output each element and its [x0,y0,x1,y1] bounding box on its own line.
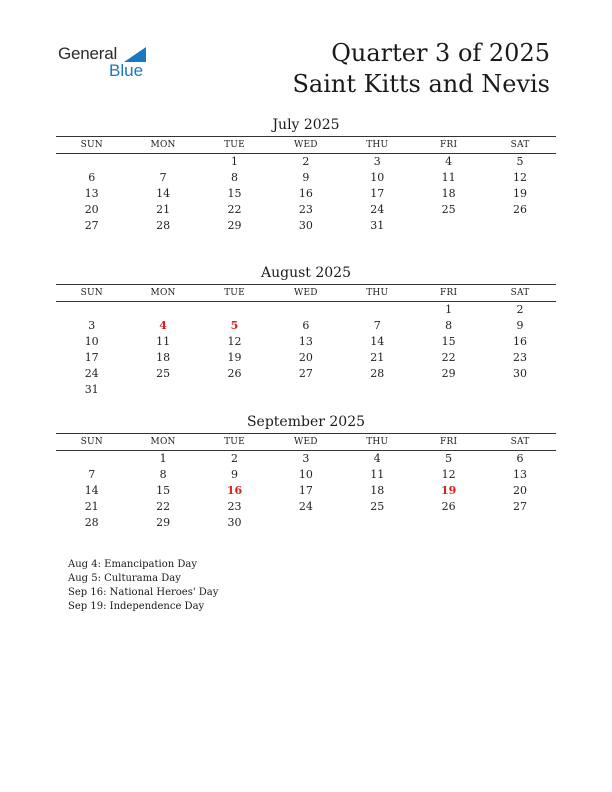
day-cell: 15 [227,187,242,200]
day-cell: 3 [302,452,310,465]
day-cell: 13 [84,187,99,200]
day-cell: 18 [156,351,171,364]
day-cell: 6 [302,319,310,332]
day-cell: 19 [227,351,242,364]
day-cell: 29 [227,219,242,232]
day-cell: 3 [88,319,96,332]
holiday-day-cell: 5 [230,319,239,332]
day-cell: 28 [370,367,385,380]
month-august [56,264,556,398]
day-cell: 31 [370,219,385,232]
empty-day-cell [484,382,555,398]
day-cell: 3 [373,155,381,168]
weekday-label: TUE [224,437,245,447]
day-cell: 1 [230,155,238,168]
weekday-label: FRI [440,140,458,150]
weekday-label: SAT [510,140,530,150]
title-quarter: Quarter 3 of 2025 [331,39,550,67]
day-cell: 11 [156,335,171,348]
day-cell: 26 [513,203,528,216]
day-cell: 24 [298,500,313,513]
day-cell: 8 [445,319,453,332]
empty-day-cell [413,218,484,234]
day-cell: 4 [445,155,453,168]
day-cell: 19 [513,187,528,200]
weekday-label: THU [366,140,389,150]
day-cell: 16 [298,187,313,200]
day-cell: 1 [159,452,167,465]
weekday-label: WED [294,288,318,298]
logo-word-general: General [58,44,118,63]
empty-day-cell [413,382,484,398]
day-cell: 14 [370,335,385,348]
title-country: Saint Kitts and Nevis [292,70,550,98]
day-cell: 29 [441,367,456,380]
day-cell: 27 [298,367,313,380]
day-cell: 8 [159,468,167,481]
day-cell: 27 [84,219,99,232]
day-cell: 21 [156,203,171,216]
weekday-label: WED [294,437,318,447]
empty-day-cell [270,302,341,318]
weekday-label: MON [150,288,176,298]
empty-day-cell [127,302,198,318]
empty-day-cell [270,515,341,531]
empty-day-cell [342,302,413,318]
empty-day-cell [484,218,555,234]
month-title: July 2025 [272,117,340,133]
day-cell: 5 [445,452,453,465]
holiday-day-cell: 19 [440,484,457,497]
weekday-label: WED [294,140,318,150]
day-cell: 22 [441,351,456,364]
day-cell: 25 [156,367,171,380]
day-grid [56,302,556,398]
weekday-label: FRI [440,437,458,447]
weekday-header [56,434,556,450]
day-cell: 21 [370,351,385,364]
day-cell: 7 [373,319,381,332]
day-cell: 11 [370,468,385,481]
day-cell: 12 [441,468,456,481]
month-july [56,116,556,234]
empty-day-cell [484,515,555,531]
day-cell: 15 [156,484,171,497]
day-cell: 7 [88,468,96,481]
day-cell: 24 [370,203,385,216]
day-cell: 17 [298,484,313,497]
empty-day-cell [56,154,127,170]
day-cell: 21 [84,500,99,513]
empty-day-cell [270,382,341,398]
day-cell: 26 [227,367,242,380]
logo-triangle-icon [124,47,146,62]
day-cell: 22 [227,203,242,216]
month-title: September 2025 [246,414,366,430]
day-cell: 13 [298,335,313,348]
day-cell: 25 [370,500,385,513]
day-cell: 20 [298,351,313,364]
weekday-label: SUN [80,437,103,447]
day-cell: 23 [513,351,528,364]
holiday-note: Aug 5: Culturama Day [68,573,181,584]
empty-day-cell [199,302,270,318]
weekday-header [56,137,556,153]
day-cell: 25 [441,203,456,216]
holiday-day-cell: 16 [226,484,243,497]
holiday-note: Aug 4: Emancipation Day [68,559,197,570]
day-cell: 12 [513,171,528,184]
day-cell: 9 [516,319,524,332]
day-cell: 6 [88,171,96,184]
day-cell: 16 [513,335,528,348]
day-cell: 10 [370,171,385,184]
day-cell: 23 [298,203,313,216]
day-cell: 4 [373,452,381,465]
weekday-label: MON [150,140,176,150]
day-cell: 20 [513,484,528,497]
day-cell: 29 [156,516,171,529]
day-cell: 17 [370,187,385,200]
empty-day-cell [56,451,127,467]
weekday-label: SUN [80,288,103,298]
day-cell: 2 [230,452,238,465]
holiday-day-cell: 4 [159,319,167,332]
day-cell: 20 [84,203,99,216]
day-cell: 7 [159,171,167,184]
day-cell: 6 [516,452,524,465]
day-cell: 14 [84,484,99,497]
holiday-note: Sep 16: National Heroes' Day [68,587,219,598]
empty-day-cell [199,382,270,398]
day-cell: 17 [84,351,99,364]
day-cell: 5 [516,155,524,168]
day-cell: 12 [227,335,242,348]
day-cell: 26 [441,500,456,513]
day-cell: 30 [298,219,313,232]
day-cell: 28 [84,516,99,529]
day-cell: 18 [370,484,385,497]
day-cell: 10 [84,335,99,348]
empty-day-cell [342,382,413,398]
day-cell: 15 [441,335,456,348]
day-cell: 28 [156,219,171,232]
logo-word-blue: Blue [109,61,144,80]
weekday-label: MON [150,437,176,447]
day-cell: 27 [513,500,528,513]
empty-day-cell [413,515,484,531]
weekday-header [56,285,556,301]
weekday-label: SUN [80,140,103,150]
weekday-label: FRI [440,288,458,298]
day-cell: 9 [230,468,238,481]
day-cell: 23 [227,500,242,513]
day-grid [56,154,556,234]
empty-day-cell [127,154,198,170]
month-title: August 2025 [261,265,351,281]
weekday-label: SAT [510,288,530,298]
day-cell: 11 [441,171,456,184]
day-cell: 8 [230,171,238,184]
day-cell: 14 [156,187,171,200]
empty-day-cell [56,302,127,318]
day-cell: 2 [516,303,524,316]
holiday-note: Sep 19: Independence Day [68,601,205,612]
empty-day-cell [342,515,413,531]
day-cell: 30 [513,367,528,380]
day-cell: 9 [302,171,310,184]
weekday-label: TUE [224,140,245,150]
page-title [292,38,550,100]
day-cell: 22 [156,500,171,513]
day-cell: 1 [445,303,453,316]
weekday-label: THU [366,288,389,298]
holiday-list [68,558,218,614]
weekday-label: TUE [224,288,245,298]
month-september [56,413,556,531]
weekday-label: SAT [510,437,530,447]
day-cell: 10 [298,468,313,481]
day-grid [56,451,556,531]
day-cell: 2 [302,155,310,168]
day-cell: 31 [84,383,99,396]
empty-day-cell [127,382,198,398]
day-cell: 24 [84,367,99,380]
weekday-label: THU [366,437,389,447]
day-cell: 13 [513,468,528,481]
day-cell: 18 [441,187,456,200]
day-cell: 30 [227,516,242,529]
generalblue-logo [58,44,158,84]
